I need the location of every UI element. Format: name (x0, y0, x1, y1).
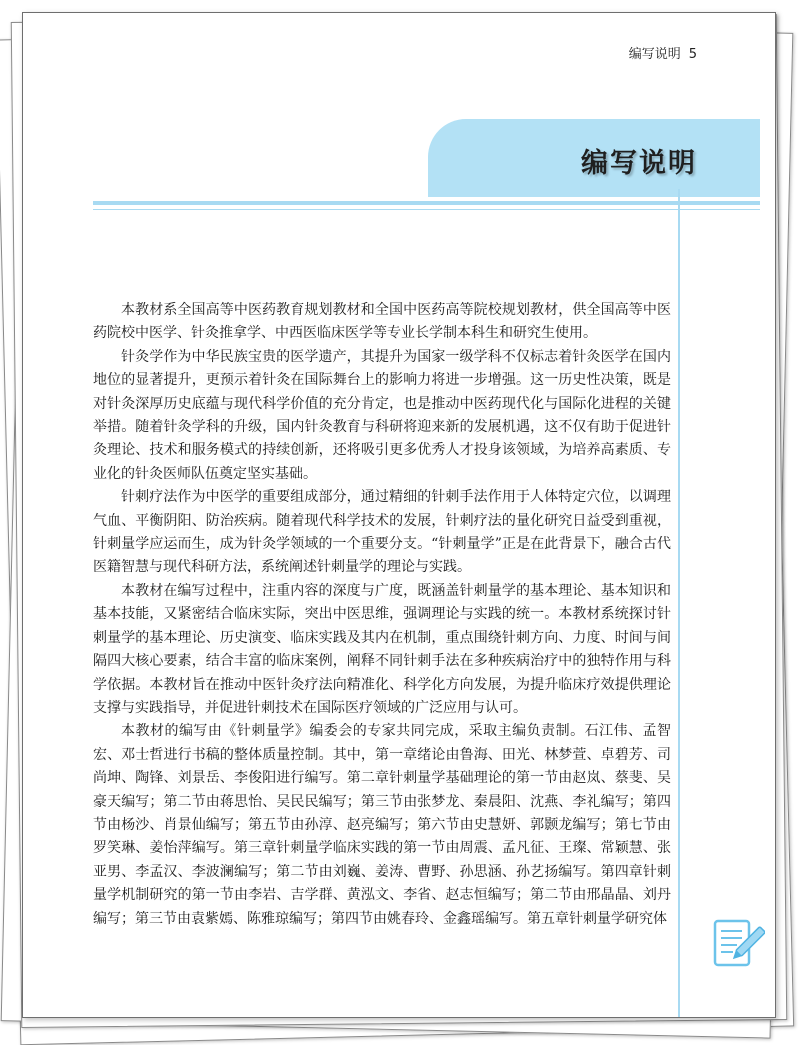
paragraph: 本教材系全国高等中医药教育规划教材和全国中医药高等院校规划教材，供全国高等中医药院校中医学、针灸推拿学、中西医临床医学等专业长学制本科生和研究生使用。 (93, 302, 671, 342)
page-title: 编写说明 (581, 148, 697, 179)
notepad-pencil-icon (709, 915, 765, 971)
book-page (22, 12, 776, 1018)
header-rule-thick (93, 201, 760, 205)
body-text (93, 299, 671, 931)
paragraph: 针灸学作为中华民族宝贵的医学遗产，其提升为国家一级学科不仅标志着针灸医学在国内地位的显著提升，更预示着针灸在国际舞台上的影响力将进一步增强。这一历史性决策，既是对针灸深厚历史底蕴与现代科学价值的充分肯定，也是推动中医药现代化与国际化进程的关键举措。随着针灸学科的升级，国内针灸教育与科研将迎来新的发展机遇，这不仅有助于促进针灸理论、技术和服务模式的持续创新，还将吸引更多优秀人才投身该领域，为培养高素质、专业化的针灸医师队伍奠定坚实基础。 (93, 348, 671, 482)
paragraph: 本教材在编写过程中，注重内容的深度与广度，既涵盖针刺量学的基本理论、基本知识和基本技能，又紧密结合临床实际，突出中医思维，强调理论与实践的统一。本教材系统探讨针刺量学的基本理论、历史演变、临床实践及其内在机制，重点围绕针刺方向、力度、时间与间隔四大核心要素，结合丰富的临床案例，阐释不同针刺手法在多种疾病治疗中的独特作用与科学依据。本教材旨在推动中医针灸疗法向精准化、科学化方向发展，为提升临床疗效提供理论支撑与实践指导，并促进针刺技术在国际医疗领域的广泛应用与认可。 (93, 582, 671, 716)
running-head (629, 43, 697, 62)
paragraph: 本教材的编写由《针刺量学》编委会的专家共同完成，采取主编负责制。石江伟、孟智宏、邓士哲进行书稿的整体质量控制。其中，第一章绪论由鲁海、田光、林梦萱、卓碧芳、司尚坤、陶锋、刘景岳、李俊阳进行编写。第二章针刺量学基础理论的第一节由赵岚、蔡斐、吴豪天编写；第二节由蒋思怡、吴民民编写；第三节由张梦龙、秦晨阳、沈燕、李礼编写；第四节由杨沙、肖景仙编写；第五节由孙淳、赵亮编写；第六节由史慧妍、郭颢龙编写；第七节由罗笑琳、姜怡萍编写。第三章针刺量学临床实践的第一节由周震、孟凡征、王璨、常颖慧、张亚男、李孟汉、李波澜编写；第二节由刘巍、姜涛、曹野、孙思涵、孙艺扬编写。第四章针刺量学机制研究的第一节由李岩、吉学群、黄泓文、李省、赵志恒编写；第二节由邢晶晶、刘丹编写；第三节由袁紫嫣、陈雅琼编写；第四节由姚春玲、金鑫瑶编写。第五章针刺量学研究体 (93, 723, 671, 927)
running-head-section: 编写说明 (628, 47, 681, 62)
page-number: 5 (688, 47, 697, 62)
header-rule-thin (93, 209, 760, 210)
margin-rule (678, 189, 680, 1017)
paragraph: 针刺疗法作为中医学的重要组成部分，通过精细的针刺手法作用于人体特定穴位，以调理气血、平衡阴阳、防治疾病。随着现代科学技术的发展，针刺疗法的量化研究日益受到重视，针刺量学应运而生，成为针灸学领域的一个重要分支。“针刺量学”正是在此背景下，融合古代医籍智慧与现代科研方法，系统阐述针刺量学的理论与实践。 (93, 489, 671, 576)
notepad-pencil-icon-graphic (709, 915, 765, 971)
